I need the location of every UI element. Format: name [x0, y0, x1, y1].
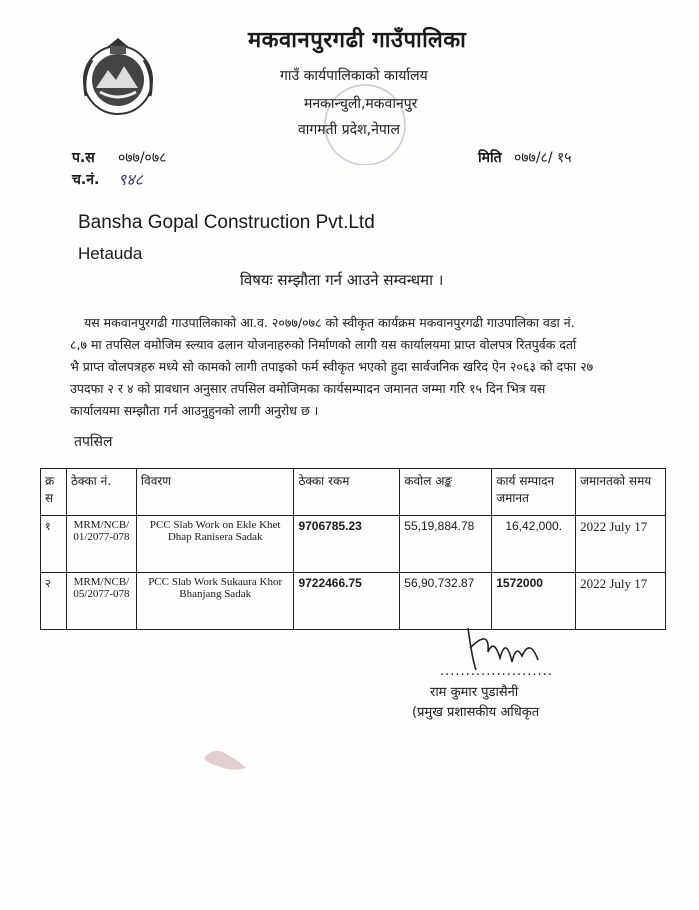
- table-header-row: [41, 469, 666, 516]
- body-line: कार्यालयमा सम्झौता गर्न आउनुहुनको लागी अनुरोध छ ।: [70, 403, 319, 418]
- signer-name: राम कुमार पुडासैनी: [430, 685, 519, 700]
- recipient-name: Bansha Gopal Construction Pvt.Ltd: [78, 212, 375, 233]
- header-cell: विवरण: [136, 469, 294, 516]
- office-title: मकवानपुरगढी गाउँपालिका: [248, 28, 467, 53]
- body-line: भै प्राप्त वोलपत्रहरु मध्ये सो कामको लागी तपाइको फर्म स्वीकृत भएको हुदा सार्वजनिक खरिद ऐन २०६३ को दफा २७: [70, 359, 594, 374]
- contract-table: [40, 468, 666, 630]
- header-cell: कार्य सम्पादन जमानत: [492, 469, 576, 516]
- dispatch-label: च.नं.: [72, 172, 100, 188]
- table-cell: PCC Slab Work on Ekle Khet Dhap Ranisera Sadak: [136, 516, 294, 573]
- ref-label: प.स: [72, 150, 95, 166]
- ref-value: ०७७/०७८: [118, 150, 167, 166]
- header-cell: कवोल अङ्क: [400, 469, 492, 516]
- table-cell: 9706785.23: [294, 516, 400, 573]
- table-cell: 16,42,000.: [492, 516, 576, 573]
- header-cell: ठेक्का रकम: [294, 469, 400, 516]
- table-cell: १: [41, 516, 67, 573]
- header-cell: ठेक्का नं.: [66, 469, 136, 516]
- header-cell: जमानतको समय: [576, 469, 666, 516]
- table-cell: 2022 July 17: [576, 516, 666, 573]
- signer-title: (प्रमुख प्रशासकीय अधिकृत: [412, 705, 540, 720]
- table-cell: MRM/NCB/ 01/2077-078: [66, 516, 136, 573]
- table-cell: 1572000: [492, 573, 576, 630]
- office-province: वागमती प्रदेश,नेपाल: [298, 122, 400, 138]
- body-line: उपदफा २ र ४ को प्रावधान अनुसार तपसिल वमोजिमका कार्यसम्पादन जमानत जम्मा गरि १५ दिन भित्र यस: [70, 381, 546, 396]
- office-type: गाउँ कार्यपालिकाको कार्यालय: [280, 68, 428, 84]
- table-cell: 2022 July 17: [576, 573, 666, 630]
- table-cell: 56,90,732.87: [400, 573, 492, 630]
- dispatch-value: ९४८: [118, 170, 143, 189]
- signature-line: ......................: [440, 664, 553, 679]
- nepal-emblem-logo: [76, 36, 160, 120]
- recipient-city: Hetauda: [78, 244, 143, 263]
- table-cell: PCC Slab Work Sukaura Khor Bhanjang Sadak: [136, 573, 294, 630]
- body-line: यस मकवानपुरगढी गाउपालिकाको आ.व. २०७७/०७८ को स्वीकृत कार्यक्रम मकवानपुरगढी गाउपालिका वडा नं.: [84, 315, 575, 330]
- table-cell: MRM/NCB/ 05/2077-078: [66, 573, 136, 630]
- body-line: ८,७ मा तपसिल वमोजिम स्ल्याव ढलान योजनाहरुको निर्माणको लागी यस कार्यालयमा प्राप्त वोलपत्र रितपुर्वक दर्ता: [70, 337, 577, 352]
- header-cell: क्र स: [41, 469, 67, 516]
- office-address: मनकान्चुली,मकवानपुर: [304, 96, 418, 112]
- table-row: [41, 516, 666, 573]
- table-cell: 55,19,884.78: [400, 516, 492, 573]
- letter-body: [70, 312, 652, 422]
- date-label: मिति: [478, 150, 502, 166]
- date-value: ०७७/८/ १५: [514, 150, 572, 166]
- ink-smudge: [200, 738, 250, 778]
- letter-subject: विषयः सम्झौता गर्न आउने सम्वन्धमा ।: [240, 271, 444, 289]
- table-cell: २: [41, 573, 67, 630]
- table-cell: 9722466.75: [294, 573, 400, 630]
- table-heading: तपसिल: [74, 434, 113, 450]
- table-row: [41, 573, 666, 630]
